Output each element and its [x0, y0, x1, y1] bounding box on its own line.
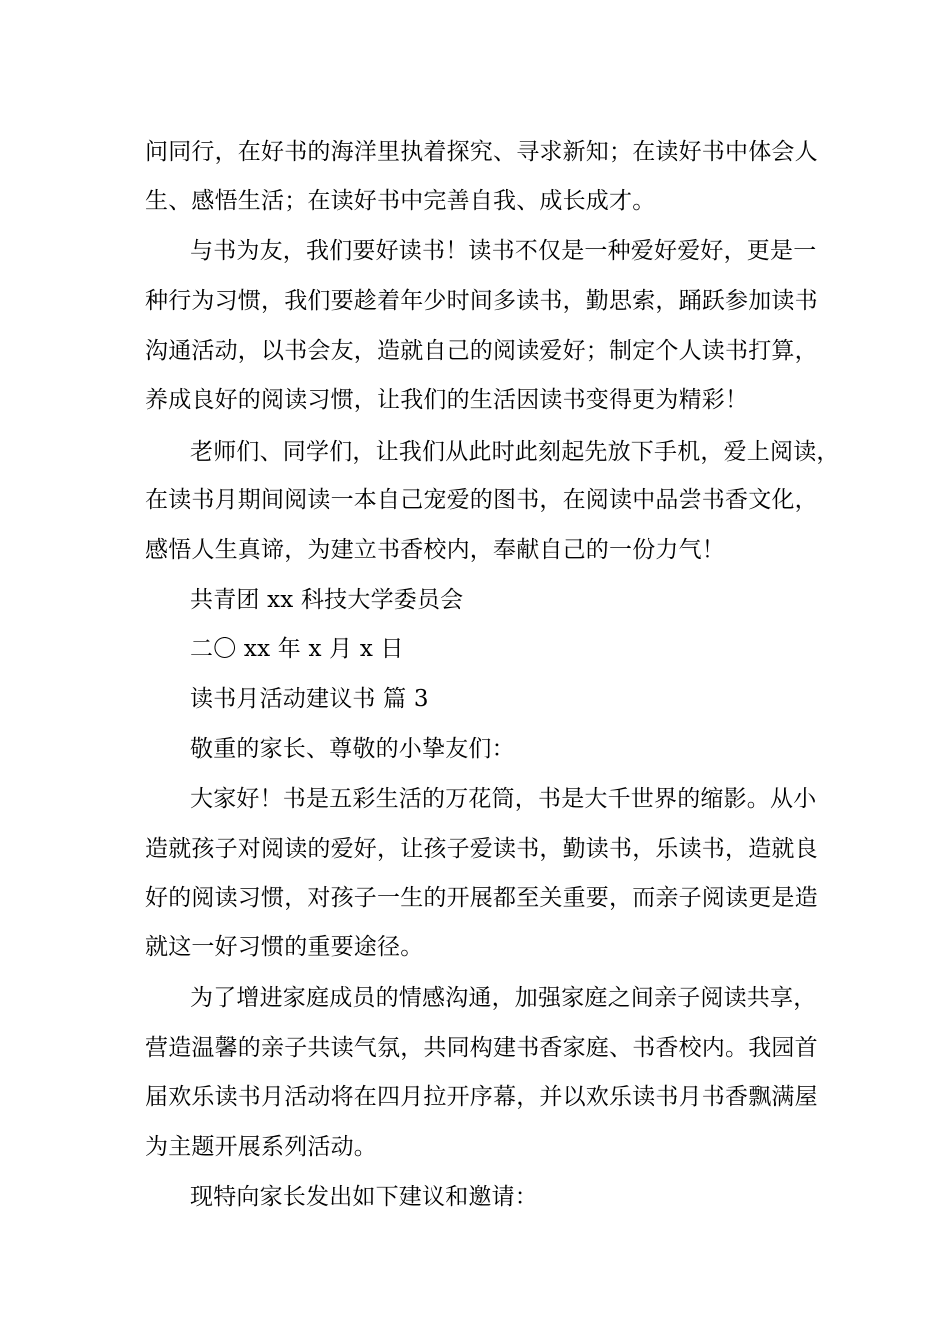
paragraph-line: 沟通活动，以书会友，造就自己的阅读爱好；制定个人读书打算，	[145, 338, 818, 364]
signature-organization: 共青团 xx 科技大学委员会	[190, 587, 464, 613]
paragraph-line: 与书为友，我们要好读书！读书不仅是一种爱好爱好，更是一	[190, 238, 817, 264]
paragraph-line: 营造温馨的亲子共读气氛，共同构建书香家庭、书香校内。我园首	[145, 1035, 818, 1061]
paragraph-line: 造就孩子对阅读的爱好，让孩子爱读书，勤读书，乐读书，造就良	[145, 836, 818, 862]
paragraph-line: 生、感悟生活；在读好书中完善自我、成长成才。	[145, 188, 656, 214]
paragraph-line: 好的阅读习惯，对孩子一生的开展都至关重要，而亲子阅读更是造	[145, 885, 818, 911]
paragraph-line: 在读书月期间阅读一本自己宠爱的图书，在阅读中品尝书香文化，	[145, 487, 818, 513]
paragraph-line: 为主题开展系列活动。	[145, 1134, 377, 1160]
paragraph-line: 养成良好的阅读习惯，让我们的生活因读书变得更为精彩！	[145, 387, 749, 413]
paragraph-line: 问同行，在好书的海洋里执着探究、寻求新知；在读好书中体会人	[145, 139, 818, 165]
section-title: 读书月活动建议书 篇 3	[190, 686, 429, 712]
paragraph-line: 老师们、同学们，让我们从此时此刻起先放下手机，爱上阅读，	[190, 439, 840, 465]
paragraph-line: 大家好！书是五彩生活的万花筒，书是大千世界的缩影。从小	[190, 786, 817, 812]
paragraph-line: 届欢乐读书月活动将在四月拉开序幕，并以欢乐读书月书香飘满屋	[145, 1084, 818, 1110]
paragraph-line: 现特向家长发出如下建议和邀请：	[190, 1184, 538, 1210]
paragraph-line: 为了增进家庭成员的情感沟通，加强家庭之间亲子阅读共享，	[190, 985, 817, 1011]
paragraph-line: 感悟人生真谛，为建立书香校内，奉献自己的一份力气！	[145, 537, 725, 563]
paragraph-line: 种行为习惯，我们要趁着年少时间多读书，勤思索，踊跃参加读书	[145, 288, 818, 314]
salutation: 敬重的家长、尊敬的小挚友们：	[190, 736, 515, 762]
paragraph-line: 就这一好习惯的重要途径。	[145, 934, 424, 960]
signature-date: 二〇 xx 年 x 月 x 日	[190, 636, 404, 662]
